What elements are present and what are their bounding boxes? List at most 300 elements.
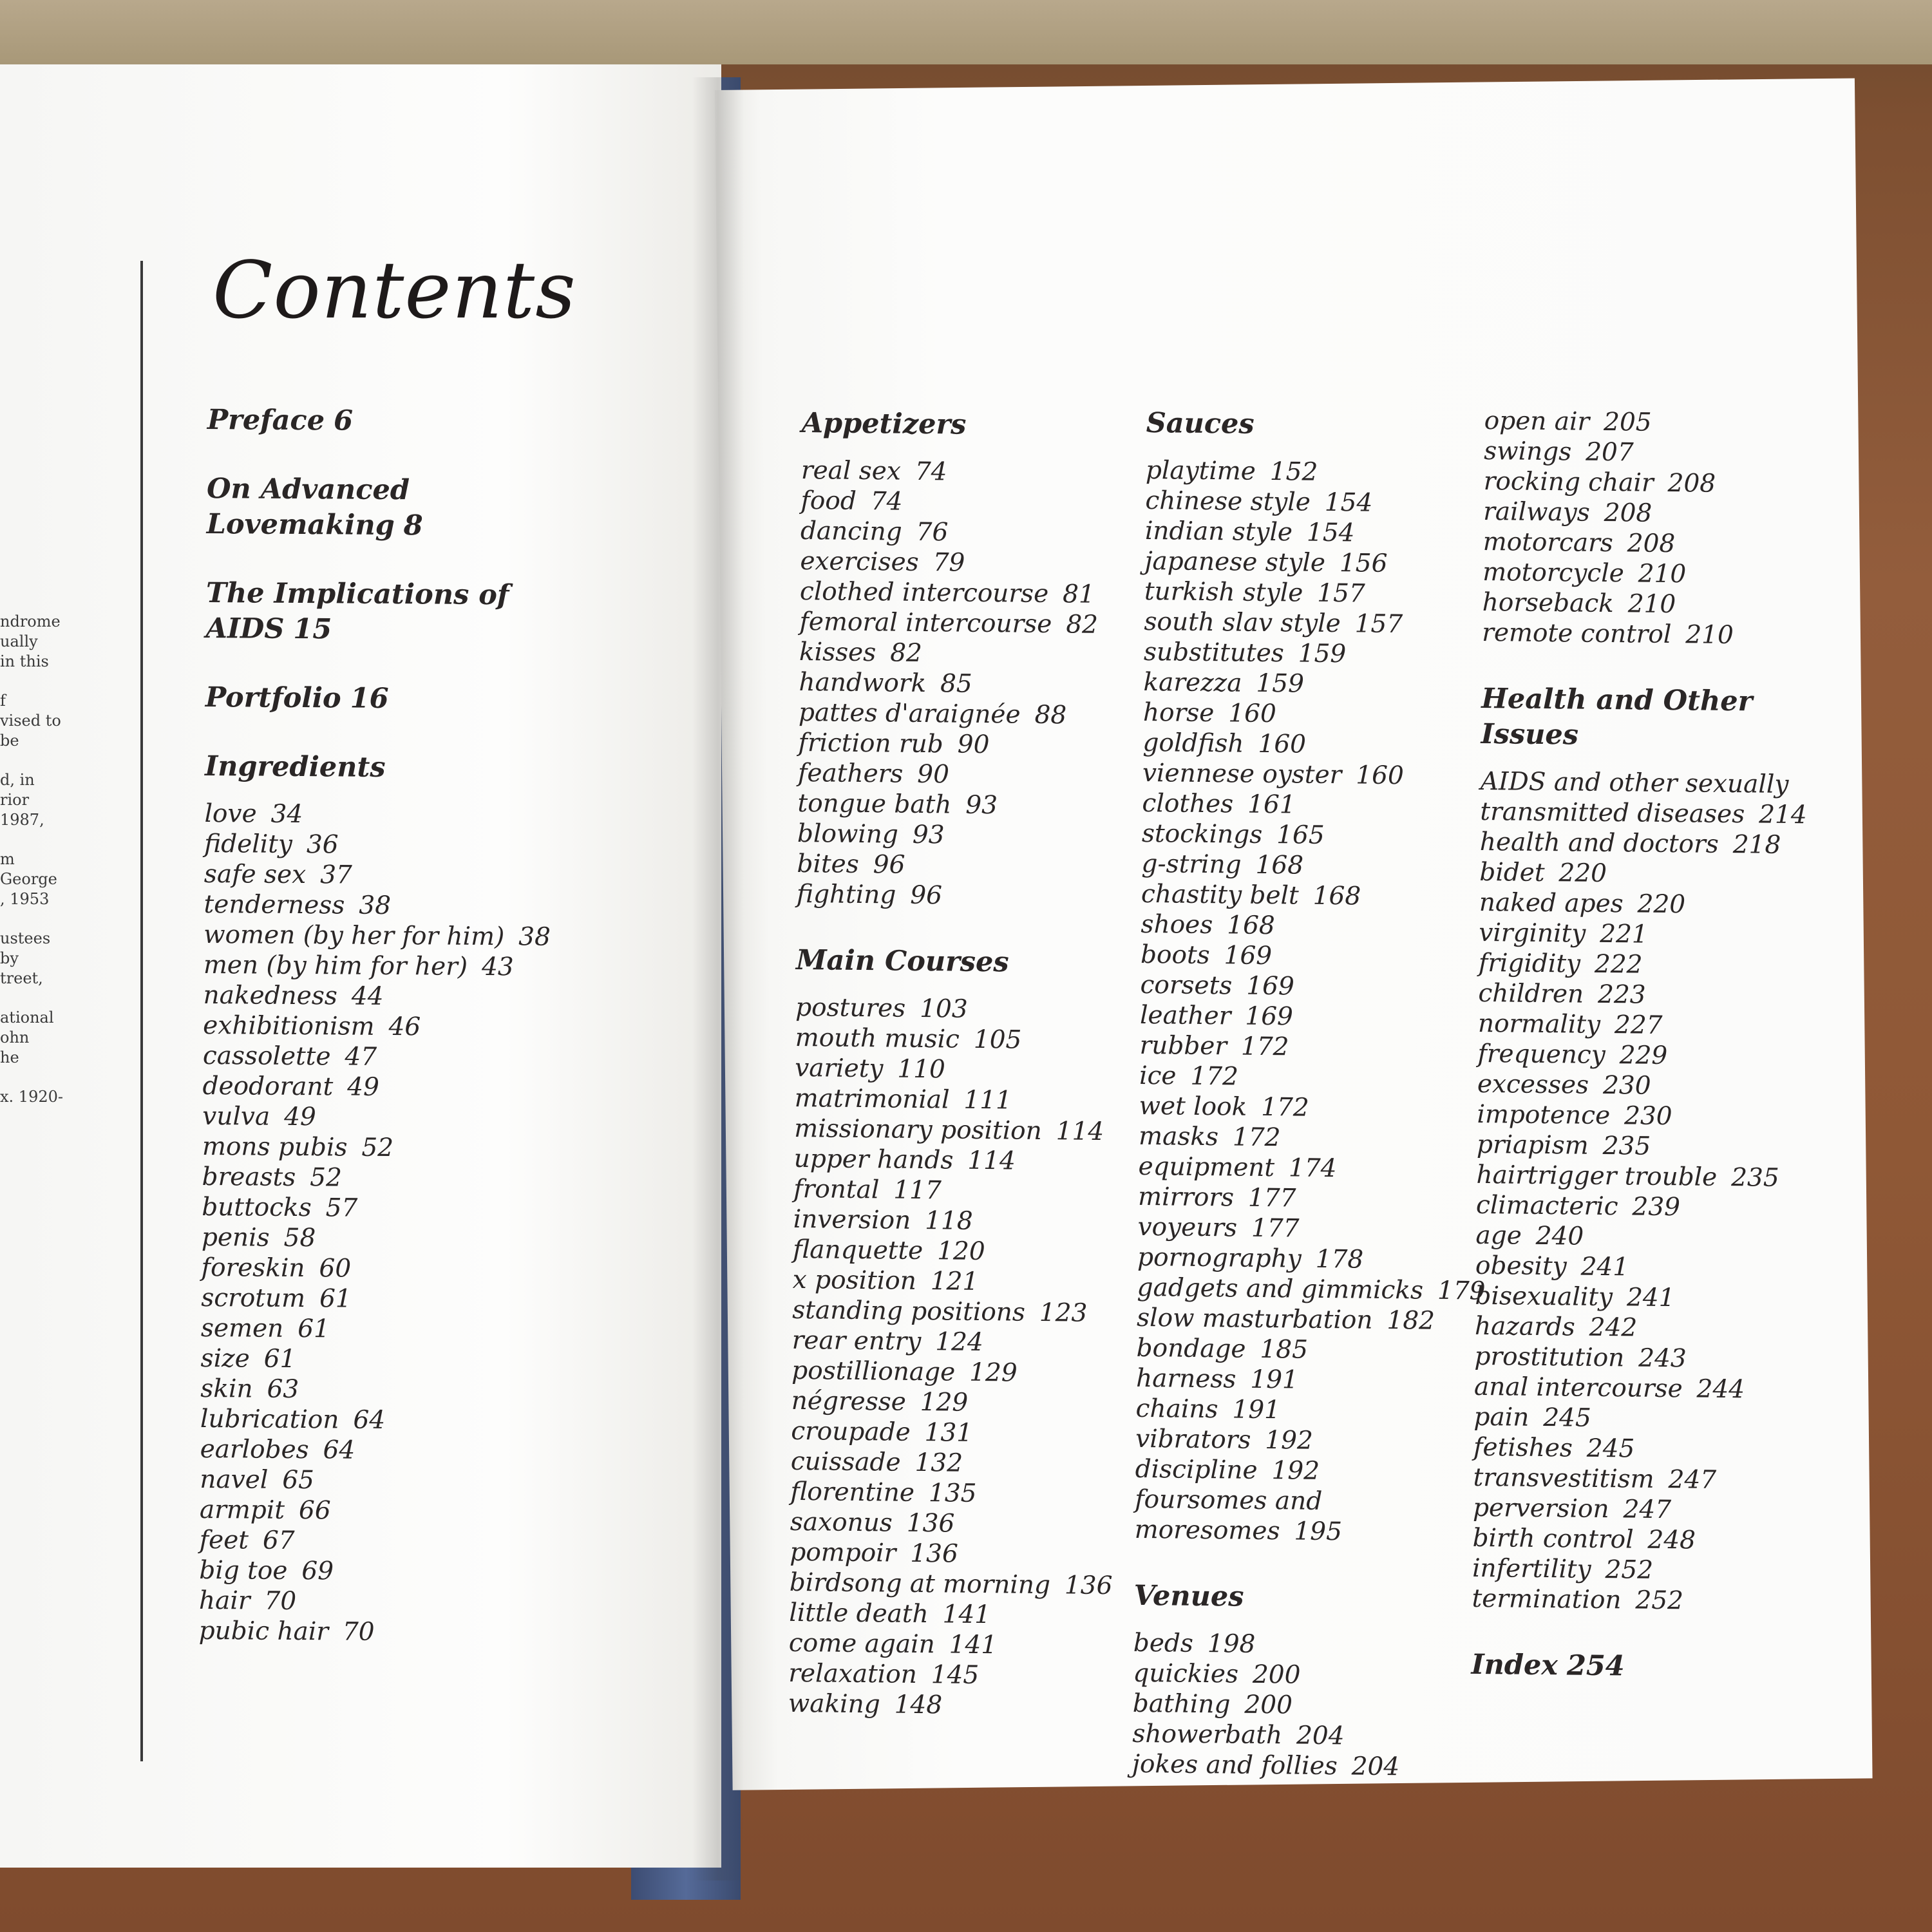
toc-topic-advanced-lovemaking <box>206 471 593 545</box>
section-heading-main-courses: Main Courses <box>795 943 1009 979</box>
toc-entry <box>1483 497 1818 530</box>
entry-page: 135 <box>928 1479 977 1508</box>
toc-entry <box>792 1295 1127 1329</box>
entry-page: 64 <box>353 1405 386 1435</box>
entry-page: 47 <box>345 1042 377 1072</box>
toc-entry <box>1138 1182 1473 1215</box>
entry-page: 70 <box>264 1586 297 1616</box>
entry-page: 168 <box>1255 850 1304 880</box>
entry-label: skin <box>200 1374 253 1404</box>
entry-label: food <box>800 486 857 516</box>
entry-label: frontal <box>793 1174 880 1205</box>
toc-entry <box>794 1113 1129 1147</box>
spacer <box>206 542 592 578</box>
entry-page: 34 <box>270 799 303 829</box>
toc-entry <box>1137 1242 1472 1276</box>
entry-label: deodorant <box>202 1071 334 1102</box>
toc-entry <box>1477 1130 1812 1163</box>
toc-entry <box>1475 1281 1810 1314</box>
entry-page: 43 <box>481 952 514 982</box>
entry-page: 82 <box>889 638 923 668</box>
entry-label: bondage <box>1136 1333 1246 1364</box>
facing-page-text-fragments <box>0 612 64 1107</box>
toc-entry <box>200 1374 587 1406</box>
entry-label: nakedness <box>203 980 338 1011</box>
entry-label: quickies <box>1133 1658 1239 1689</box>
entry-page: 204 <box>1351 1752 1400 1782</box>
entry-page: 191 <box>1250 1365 1299 1395</box>
entry-label: relaxation <box>788 1658 918 1689</box>
toc-entry <box>1475 1311 1810 1345</box>
entry-page: 218 <box>1732 830 1781 860</box>
toc-entry <box>203 1041 589 1074</box>
entry-page: 179 <box>1437 1276 1486 1306</box>
entry-page: 74 <box>914 457 947 487</box>
entry-label: masks <box>1138 1121 1219 1152</box>
toc-entry <box>1479 887 1814 921</box>
entry-label: pattes d'araignée <box>798 697 1021 730</box>
entry-page: 160 <box>1228 699 1277 729</box>
entry-page: 207 <box>1585 437 1634 468</box>
toc-entry <box>200 1495 586 1528</box>
entry-label: indian style <box>1144 516 1293 547</box>
toc-entry <box>1473 1402 1808 1435</box>
entry-page: 160 <box>1258 729 1307 759</box>
entry-page: 242 <box>1589 1312 1638 1343</box>
facing-page-fragment: ndrome <box>0 612 61 630</box>
entry-page: 230 <box>1624 1101 1672 1132</box>
toc-entry <box>799 607 1134 640</box>
entry-label: chastity belt <box>1141 879 1299 911</box>
toc-entry <box>1141 879 1476 913</box>
toc-entry <box>1482 557 1817 591</box>
entry-label: goldfish <box>1142 728 1244 759</box>
toc-entry <box>1484 466 1819 500</box>
toc-entry <box>1475 1220 1810 1254</box>
toc-entry <box>1146 455 1481 489</box>
entry-label: love <box>204 799 257 829</box>
entry-page: 200 <box>1252 1660 1301 1690</box>
section-heading-venues: Venues <box>1133 1579 1244 1613</box>
toc-entry <box>1132 1719 1467 1752</box>
entry-page: 239 <box>1632 1192 1681 1222</box>
entry-page: 172 <box>1232 1122 1281 1153</box>
entry-label: climacteric <box>1475 1190 1618 1222</box>
entry-label: hairtrigger trouble <box>1476 1160 1718 1192</box>
contents-column-2 <box>1132 406 1486 1783</box>
toc-entry <box>1142 728 1477 761</box>
topic-label-line2: Lovemaking <box>206 507 395 542</box>
entry-label: bisexuality <box>1475 1281 1613 1312</box>
toc-entry <box>1135 1394 1470 1427</box>
toc-entry <box>790 1567 1124 1601</box>
entry-page: 230 <box>1602 1070 1651 1101</box>
facing-page-fragment: , 1953 <box>0 890 50 908</box>
entry-page: 76 <box>916 517 949 547</box>
entry-label: bidet <box>1479 857 1545 888</box>
toc-entry <box>791 1386 1126 1419</box>
entry-page: 148 <box>894 1690 943 1720</box>
toc-entry <box>799 637 1134 670</box>
entry-page: 214 <box>1758 800 1807 830</box>
toc-entry <box>795 1023 1130 1056</box>
topic-page: 16 <box>350 682 389 715</box>
entry-page: 210 <box>1685 620 1734 650</box>
toc-entry <box>1481 766 1815 800</box>
entry-label: vibrators <box>1135 1424 1251 1455</box>
toc-entry <box>1476 1190 1811 1224</box>
entry-label: discipline <box>1135 1454 1258 1485</box>
toc-entry <box>789 1598 1124 1631</box>
entry-label: equipment <box>1138 1151 1275 1183</box>
toc-entry <box>788 1689 1123 1722</box>
entry-page: 114 <box>1056 1117 1104 1146</box>
toc-entry <box>200 1434 586 1467</box>
entry-label: naked apes <box>1479 887 1624 919</box>
entry-page: 58 <box>283 1223 316 1253</box>
entry-page: 38 <box>518 922 551 952</box>
entry-page: 57 <box>325 1193 358 1223</box>
toc-entry <box>201 1283 587 1316</box>
toc-entry <box>791 1356 1126 1389</box>
entry-label: viennese oyster <box>1142 758 1342 790</box>
entry-label: leather <box>1139 1000 1231 1031</box>
entry-label: come again <box>788 1628 935 1660</box>
section-heading-health: Health and Other Issues <box>1481 682 1753 752</box>
entry-label: postures <box>795 992 906 1023</box>
facing-page-fragment: 1987, <box>0 811 44 829</box>
entry-label: standing positions <box>792 1295 1026 1327</box>
facing-page-fragment: x. 1920- <box>0 1088 63 1106</box>
entry-page: 205 <box>1603 407 1652 437</box>
entry-label: turkish style <box>1144 576 1303 608</box>
entry-label: tongue bath <box>797 788 952 820</box>
toc-entry <box>791 1416 1126 1450</box>
toc-entry <box>1482 618 1817 651</box>
entry-page: 240 <box>1535 1221 1584 1251</box>
toc-entry <box>800 576 1135 610</box>
entry-page: 245 <box>1586 1434 1635 1464</box>
entry-label: men (by him for her) <box>203 950 468 981</box>
toc-entry <box>793 1174 1128 1208</box>
toc-entry <box>202 1071 589 1104</box>
facing-page-fragment: be <box>0 732 19 750</box>
entry-page: 117 <box>893 1175 942 1206</box>
entry-page: 248 <box>1647 1525 1696 1555</box>
entry-page: 67 <box>262 1526 295 1555</box>
topic-label: On Advanced <box>206 472 410 507</box>
entry-page: 177 <box>1251 1213 1300 1244</box>
entry-label: big toe <box>199 1555 288 1586</box>
toc-entry <box>791 1446 1126 1480</box>
entry-page: 195 <box>1294 1517 1343 1547</box>
entry-label: remote control <box>1482 618 1672 650</box>
entry-page: 129 <box>969 1358 1018 1388</box>
entry-page: 159 <box>1298 639 1347 669</box>
toc-entry <box>204 829 591 862</box>
entry-page: 168 <box>1312 881 1361 911</box>
toc-entry <box>1472 1553 1807 1587</box>
entry-page: 136 <box>906 1508 955 1539</box>
entry-page: 82 <box>1066 610 1099 639</box>
entry-page: 222 <box>1594 949 1643 980</box>
entry-page: 241 <box>1580 1252 1629 1282</box>
toc-entry <box>797 819 1132 852</box>
contents-column-1 <box>788 406 1137 1722</box>
entry-page: 185 <box>1260 1334 1309 1365</box>
entry-page: 252 <box>1635 1586 1684 1616</box>
toc-entry <box>200 1343 587 1376</box>
entry-page: 204 <box>1296 1721 1345 1751</box>
spacer <box>1482 648 1817 685</box>
section-heading-appetizers: Appetizers <box>801 406 967 441</box>
facing-page-fragment: he <box>0 1048 19 1066</box>
entry-page: 252 <box>1605 1555 1654 1585</box>
topic-page: 6 <box>333 404 354 437</box>
vertical-rule <box>140 261 143 1761</box>
entry-label: friction rub <box>798 728 944 759</box>
appetizers-list <box>797 455 1136 913</box>
entry-label: children <box>1478 978 1584 1009</box>
toc-entry <box>1137 1212 1472 1245</box>
entry-label: excesses <box>1477 1069 1589 1100</box>
entry-page: 223 <box>1597 980 1646 1010</box>
entry-page: 46 <box>388 1012 421 1042</box>
toc-entry <box>795 992 1130 1026</box>
entry-page: 38 <box>359 891 392 921</box>
toc-entry <box>790 1537 1124 1571</box>
entry-label: clothes <box>1142 788 1234 819</box>
entry-page: 244 <box>1696 1374 1745 1405</box>
entry-label: bathing <box>1132 1689 1231 1719</box>
facing-page-fragment: vised to <box>0 712 61 730</box>
entry-page: 136 <box>1064 1571 1113 1601</box>
section-heading-sauces: Sauces <box>1146 406 1255 440</box>
toc-entry <box>1142 788 1477 822</box>
toc-entry <box>203 1010 589 1043</box>
toc-entry <box>1479 948 1814 981</box>
entry-label: handwork <box>799 667 927 699</box>
entry-label: termination <box>1472 1584 1622 1615</box>
toc-entry <box>1136 1333 1471 1367</box>
left-contents-column <box>199 402 594 1649</box>
entry-label: horse <box>1142 697 1215 728</box>
toc-entry <box>1472 1523 1807 1557</box>
entry-label: dancing <box>800 516 902 547</box>
sauces-list <box>1134 455 1486 1548</box>
toc-entry <box>792 1325 1127 1359</box>
entry-page: 178 <box>1315 1244 1364 1274</box>
toc-entry <box>793 1265 1128 1298</box>
entry-label: mirrors <box>1137 1182 1235 1213</box>
entry-label: playtime <box>1145 455 1256 486</box>
toc-entry <box>1479 857 1814 891</box>
toc-entry <box>202 1222 588 1255</box>
entry-label: shoes <box>1141 909 1213 940</box>
facing-page-fragment: in this <box>0 652 49 670</box>
entry-label: feet <box>199 1525 249 1555</box>
toc-entry <box>1143 667 1478 701</box>
entry-label: chains <box>1135 1394 1218 1425</box>
toc-entry <box>202 1162 588 1195</box>
entry-label: real sex <box>800 455 902 486</box>
toc-entry <box>794 1083 1129 1117</box>
facing-page-fragment: George <box>0 870 57 888</box>
entry-page: 63 <box>267 1374 299 1405</box>
toc-entry <box>204 920 590 952</box>
entry-label: g-string <box>1141 849 1242 880</box>
entry-page: 114 <box>967 1146 1016 1176</box>
entry-label: matrimonial <box>794 1083 950 1115</box>
entry-page: 208 <box>1604 498 1653 528</box>
toc-entry <box>1472 1584 1806 1617</box>
toc-entry <box>1141 940 1475 973</box>
entry-label: anal intercourse <box>1473 1372 1683 1404</box>
entry-page: 220 <box>1637 889 1686 920</box>
topic-label: Portfolio <box>205 681 341 715</box>
toc-entry <box>1133 1689 1468 1722</box>
entry-label: japanese style <box>1144 546 1326 578</box>
entry-label: upper hands <box>793 1144 954 1175</box>
toc-entry <box>1138 1151 1473 1185</box>
toc-entry <box>1473 1493 1808 1526</box>
entry-label: foursomes and <box>1134 1484 1323 1516</box>
entry-label: birth control <box>1472 1523 1634 1555</box>
entry-label: frequency <box>1477 1039 1606 1070</box>
entry-label: voyeurs <box>1137 1212 1238 1243</box>
entry-label: lubrication <box>200 1404 339 1435</box>
toc-entry <box>1144 637 1479 670</box>
entry-label: age <box>1475 1220 1522 1251</box>
toc-entry <box>1482 587 1817 621</box>
entry-label: fetishes <box>1473 1432 1573 1463</box>
entry-page: 120 <box>937 1236 985 1267</box>
entry-page: 141 <box>942 1600 991 1630</box>
entry-label: corsets <box>1140 970 1233 1001</box>
toc-entry <box>1480 827 1815 860</box>
entry-label: variety <box>794 1053 884 1084</box>
entry-page: 210 <box>1627 589 1676 620</box>
entry-page: 227 <box>1614 1010 1663 1040</box>
toc-entry <box>201 1313 587 1346</box>
toc-topic-index <box>1471 1647 1806 1686</box>
toc-entry <box>799 667 1133 701</box>
topic-page: 15 <box>293 612 332 646</box>
entry-label: open air <box>1484 406 1590 437</box>
entry-label: armpit <box>199 1495 285 1525</box>
toc-entry <box>1133 1658 1468 1692</box>
entry-page: 124 <box>935 1327 984 1358</box>
toc-entry <box>1145 486 1480 519</box>
entry-page: 159 <box>1256 668 1305 699</box>
entry-label: hair <box>198 1586 251 1616</box>
entry-page: 74 <box>870 487 903 516</box>
toc-entry <box>1132 1749 1467 1783</box>
toc-entry <box>1137 1273 1486 1306</box>
entry-page: 36 <box>306 830 339 860</box>
section-heading-ingredients: Ingredients <box>204 750 386 784</box>
entry-page: 191 <box>1232 1395 1281 1425</box>
entry-label: pompoir <box>790 1537 896 1568</box>
entry-label: little death <box>789 1598 929 1629</box>
toc-entry <box>1139 1091 1473 1124</box>
entry-label: wet look <box>1139 1091 1247 1122</box>
entry-label: south slav style <box>1144 607 1341 639</box>
entry-page: 49 <box>284 1102 316 1132</box>
toc-entry <box>1484 406 1819 439</box>
toc-entry <box>795 1053 1130 1086</box>
facing-page-fragment: f <box>0 692 6 710</box>
toc-entry <box>1135 1484 1470 1518</box>
entry-page: 96 <box>910 880 943 911</box>
entry-page: 123 <box>1039 1298 1088 1328</box>
spacer <box>1134 1545 1470 1582</box>
entry-page: 169 <box>1245 1001 1294 1032</box>
venues-list <box>1132 1628 1468 1783</box>
toc-entry <box>1136 1363 1471 1397</box>
entry-page: 154 <box>1306 518 1355 548</box>
entry-label: railways <box>1483 497 1591 527</box>
entry-page: 52 <box>310 1163 343 1193</box>
entry-label: slow masturbation <box>1136 1303 1373 1335</box>
entry-label: pornography <box>1137 1242 1302 1274</box>
entry-label: waking <box>788 1689 880 1719</box>
toc-entry <box>793 1204 1128 1238</box>
entry-page: 60 <box>319 1254 352 1283</box>
toc-entry <box>789 1628 1124 1662</box>
entry-page: 247 <box>1623 1495 1672 1525</box>
toc-entry <box>1144 546 1479 580</box>
entry-label: health and doctors <box>1479 827 1719 859</box>
entry-label: croupade <box>791 1416 911 1447</box>
toc-entry <box>201 1253 587 1285</box>
toc-entry <box>1134 1515 1469 1548</box>
toc-entry <box>204 889 590 922</box>
entry-page: 208 <box>1627 529 1676 559</box>
toc-entry <box>200 1464 586 1497</box>
toc-entry <box>1135 1424 1470 1457</box>
toc-entry <box>202 1132 589 1164</box>
venues-list-continued <box>1482 406 1819 651</box>
toc-entry <box>1475 1251 1810 1284</box>
entry-page: 243 <box>1638 1343 1687 1374</box>
book-spine-shadow <box>692 77 744 1880</box>
entry-label: rocking chair <box>1483 466 1654 498</box>
topic-label: Index <box>1471 1648 1558 1682</box>
entry-label: stockings <box>1141 819 1263 849</box>
entry-label: scrotum <box>201 1283 306 1314</box>
entry-label: horseback <box>1482 587 1615 619</box>
toc-entry <box>1141 849 1476 882</box>
entry-page: 129 <box>920 1388 969 1417</box>
toc-entry <box>202 1101 589 1134</box>
facing-page-fragment: ually <box>0 632 38 650</box>
entry-page: 200 <box>1244 1690 1293 1720</box>
facing-page-fragment: by <box>0 949 19 967</box>
entry-label: exhibitionism <box>203 1010 375 1041</box>
spacer <box>205 647 592 683</box>
toc-entry <box>797 788 1132 822</box>
entry-label: buttocks <box>202 1192 312 1223</box>
entry-label: bites <box>797 849 859 879</box>
toc-entry <box>1141 909 1475 943</box>
toc-entry <box>200 1404 587 1437</box>
entry-label: women (by her for him) <box>204 920 505 952</box>
facing-page-fragment: ational <box>0 1009 54 1027</box>
entry-label: exercises <box>800 546 919 577</box>
entry-label: frigidity <box>1478 948 1581 979</box>
entry-page: 64 <box>323 1435 355 1465</box>
